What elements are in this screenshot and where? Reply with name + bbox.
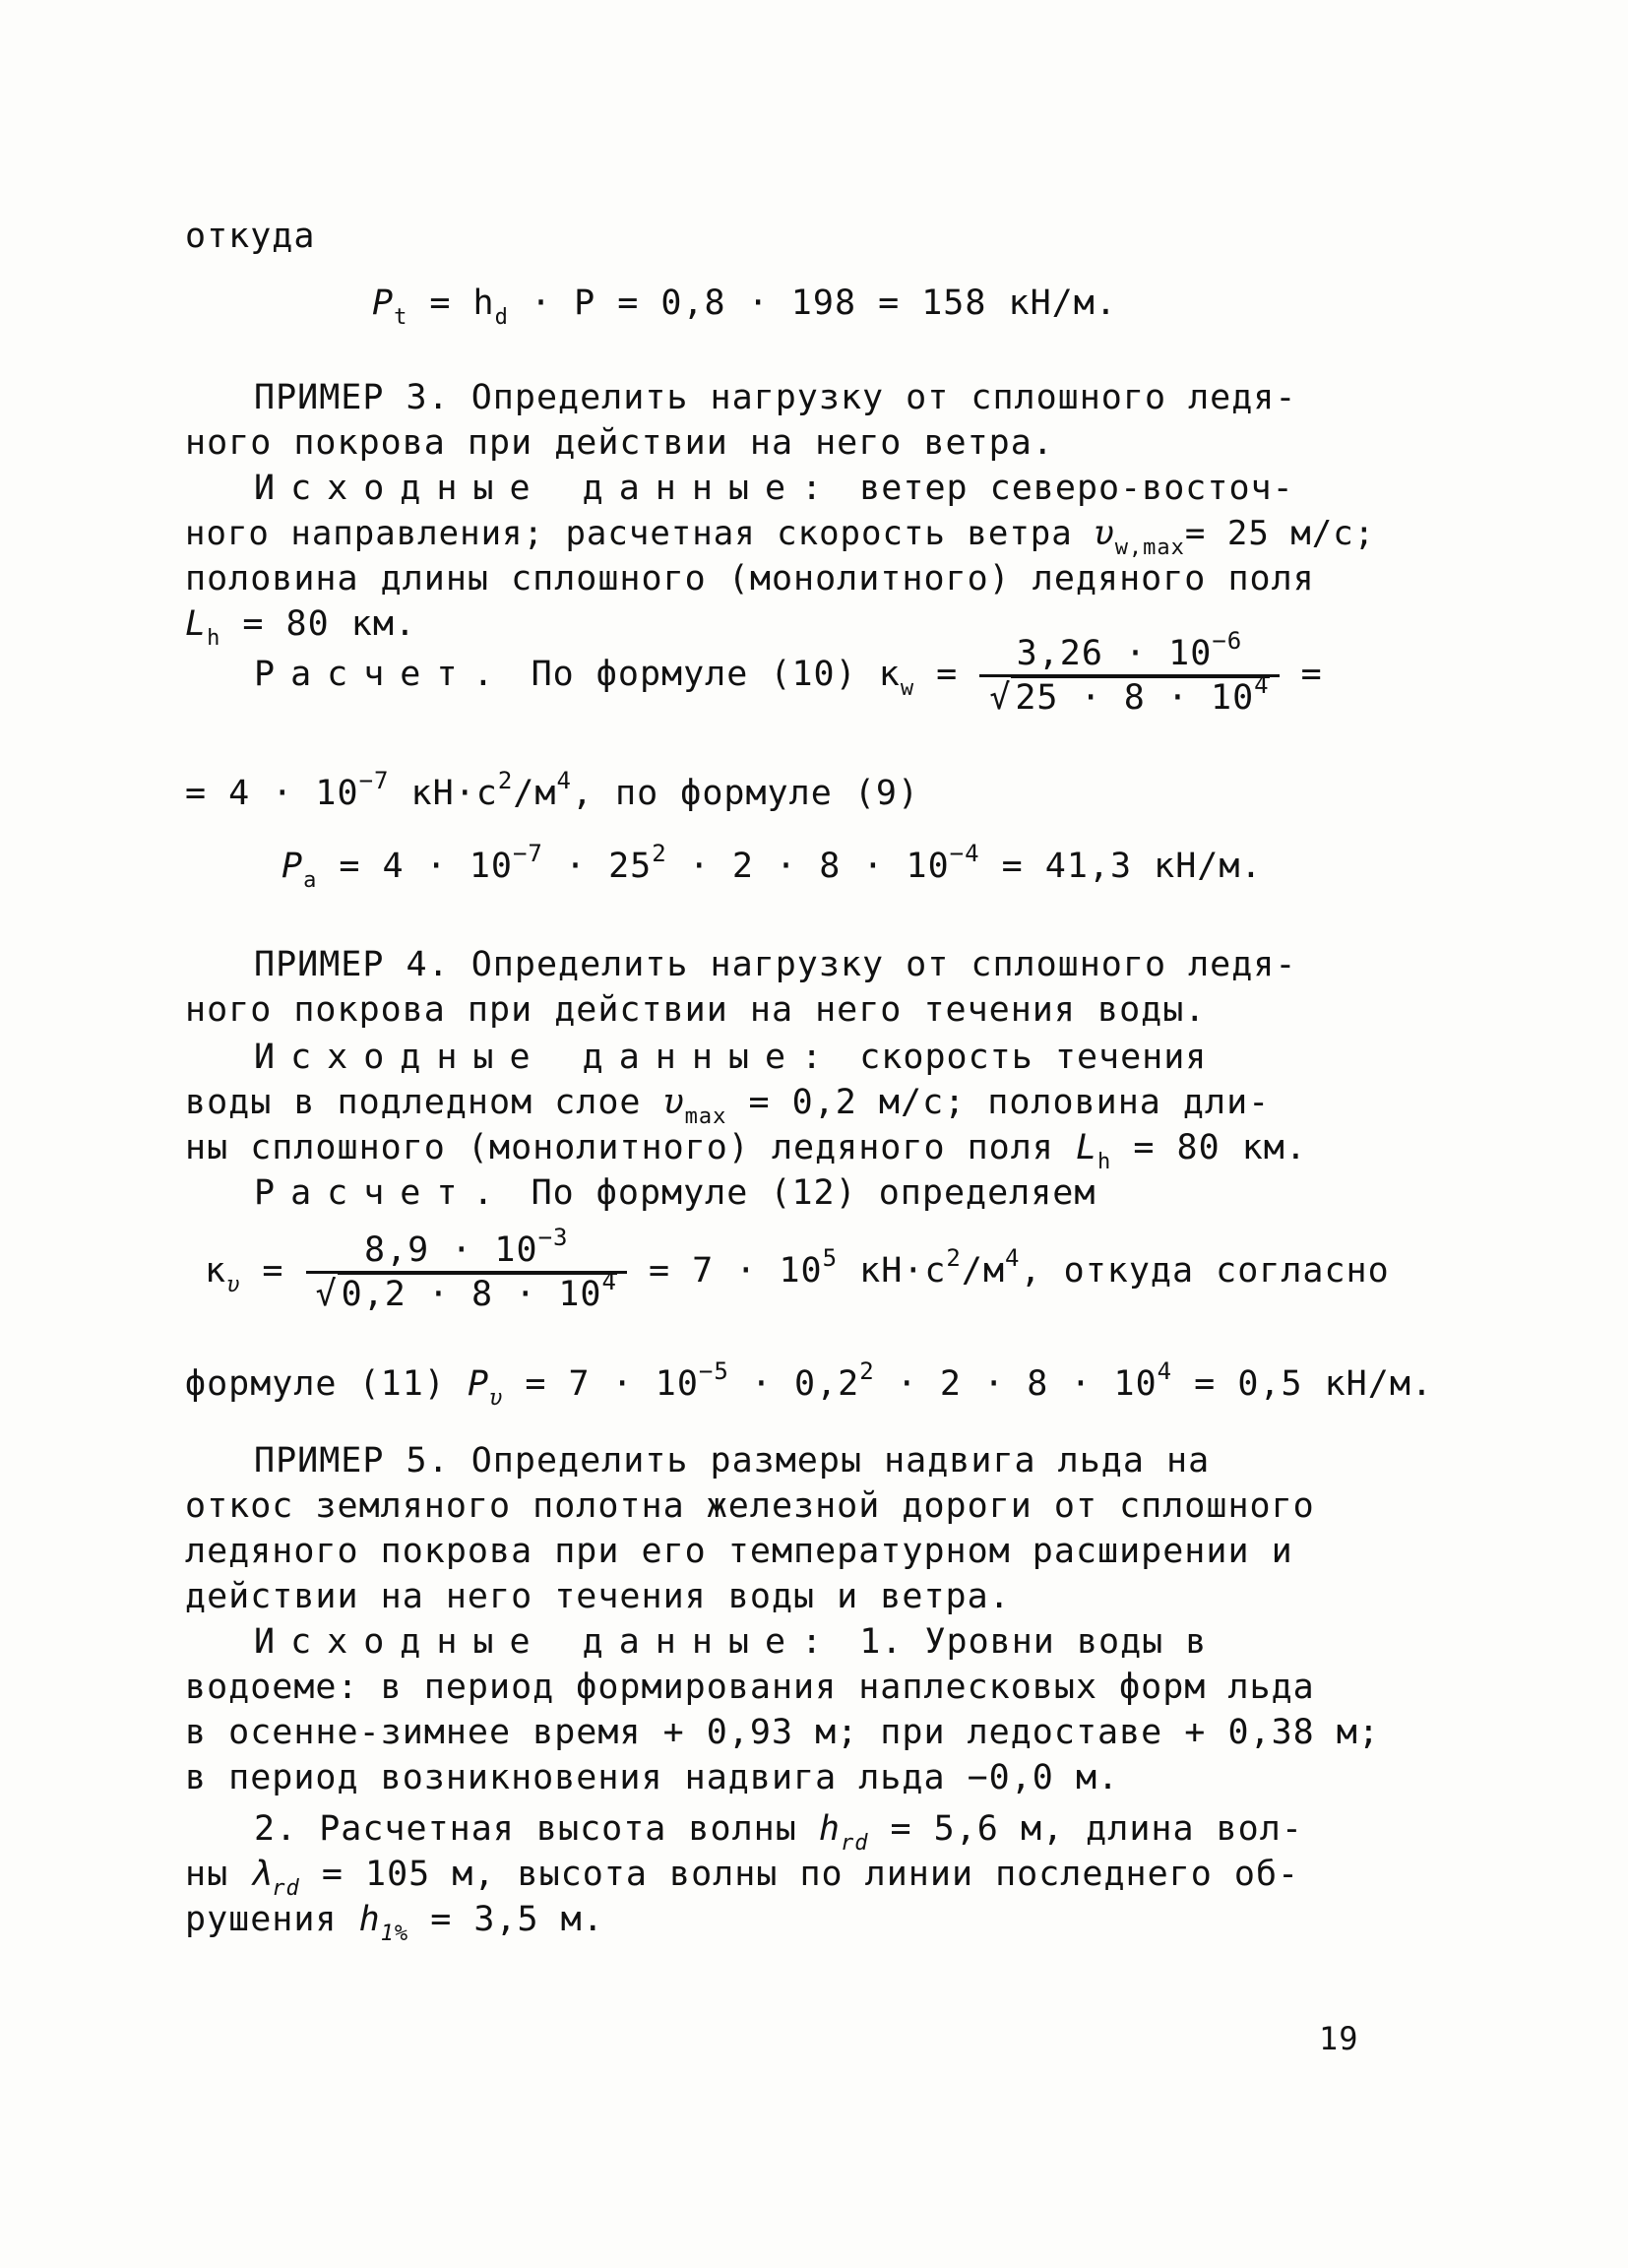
example5-given-line3: в осенне-зимнее время + 0,93 м; при ледоставе + 0,38 м; xyxy=(185,1713,1380,1752)
example3-given-line4: $L_h = 80$ км. xyxy=(185,604,416,651)
example5-item2-line3: рушения $h_{1\%} = 3,5$ м. xyxy=(185,1900,604,1946)
example5-line4: действии на него течения воды и ветра. xyxy=(185,1577,1011,1616)
example3-given-label: Исходные данные: xyxy=(254,469,839,508)
example5-item2-line1: 2. Расчетная высота волны $h_{rd} = 5,6$ м, длина вол- xyxy=(254,1809,1303,1856)
example5-line2: откос земляного полотна железной дороги от сплошного xyxy=(185,1486,1315,1526)
example3-calc-label: Расчет. xyxy=(254,655,510,694)
example5-line3: ледяного покрова при его температурном расширении и xyxy=(185,1532,1293,1571)
example4-given-label: Исходные данные: xyxy=(254,1038,839,1077)
example3-heading: ПРИМЕР 3. xyxy=(254,378,450,417)
example4-heading: ПРИМЕР 4. xyxy=(254,945,450,984)
example5-heading: ПРИМЕР 5. xyxy=(254,1441,450,1480)
example4-kv-formula: $к_\upsilon$ = $\frac{8,9 \cdot 10^{-3}}{√ 0,2 \cdot 8 \cdot 10^4}$ = $7 \cdot 10^5$ $кН\cdot с^2/м^4$, откуда согласно xyxy=(205,1223,1390,1314)
page-number: 19 xyxy=(1319,2020,1359,2057)
example5-given-line2: водоеме: в период формирования наплесковых форм льда xyxy=(185,1668,1315,1707)
intro-word: откуда xyxy=(185,217,316,256)
example4-given-line3: ны сплошного (монолитного) ледяного поля $L_h = 80$ км. xyxy=(185,1128,1307,1174)
example4-calc-label: Расчет. xyxy=(254,1173,510,1213)
example4-given-line2: воды в подледном слое $\upsilon_{max} = 0,2$ м/с; половина дли- xyxy=(185,1083,1271,1129)
example4-given-line1: Исходные данные: скорость течения xyxy=(254,1038,1208,1077)
example4-title-line: ПРИМЕР 4. Определить нагрузку от сплошного ледя- xyxy=(254,945,1297,984)
formula-pt: $P_t = h_d \cdot P = 0,8 \cdot 198 = 158$ кН/м. xyxy=(372,284,1117,330)
example3-calc-line: Расчет. По формуле (10) $к_w$ = $\frac{3,26 \cdot 10^{-6}}{√ 25 \cdot 8 \cdot 10^4}$ = xyxy=(254,626,1323,718)
example5-given-line1: Исходные данные: 1. Уровни воды в xyxy=(254,1622,1208,1662)
example5-given-line4: в период возникновения надвига льда −0,0 м. xyxy=(185,1758,1120,1797)
example3-title-line: ПРИМЕР 3. Определить нагрузку от сплошного ледя- xyxy=(254,378,1297,417)
example3-line2: ного покрова при действии на него ветра. xyxy=(185,423,1054,463)
example5-title-line: ПРИМЕР 5. Определить размеры надвига льда на xyxy=(254,1441,1211,1480)
example3-given-line2: ного направления; расчетная скорость ветра $\upsilon_{w,max}= 25$ м/с; xyxy=(185,514,1376,560)
example4-line2: ного покрова при действии на него течения воды. xyxy=(185,990,1207,1030)
example5-given-label: Исходные данные: xyxy=(254,1622,839,1662)
example4-fraction: $\frac{8,9 \cdot 10^{-3}}{√ 0,2 \cdot 8 \cdot 10^4}$ xyxy=(306,1229,627,1315)
example3-result-line: = $4 \cdot 10^{-7}$ $кН\cdot с^2/м^4$, по формуле (9) xyxy=(185,767,920,813)
example3-pa-formula: $P_a = 4 \cdot 10^{-7} \cdot 25^2 \cdot 2 \cdot 8 \cdot 10^{-4} = 41,3$ кН/м. xyxy=(282,840,1263,893)
example3-given-line1: Исходные данные: ветер северо-восточ- xyxy=(254,469,1294,508)
example3-given-line3: половина длины сплошного (монолитного) ледяного поля xyxy=(185,559,1315,598)
example4-calc-line: Расчет. По формуле (12) определяем xyxy=(254,1173,1096,1213)
example5-item2-line2: ны $\lambda_{rd} = 105$ м, высота волны по линии последнего об- xyxy=(185,1855,1300,1901)
example3-fraction: $\frac{3,26 \cdot 10^{-6}}{√ 25 \cdot 8 \cdot 10^4}$ xyxy=(979,633,1279,719)
example4-final-line: формуле (11) $P_\upsilon = 7 \cdot 10^{-5} \cdot 0,2^2 \cdot 2 \cdot 8 \cdot 10^4 = 0,5$ кН/м. xyxy=(185,1357,1433,1411)
